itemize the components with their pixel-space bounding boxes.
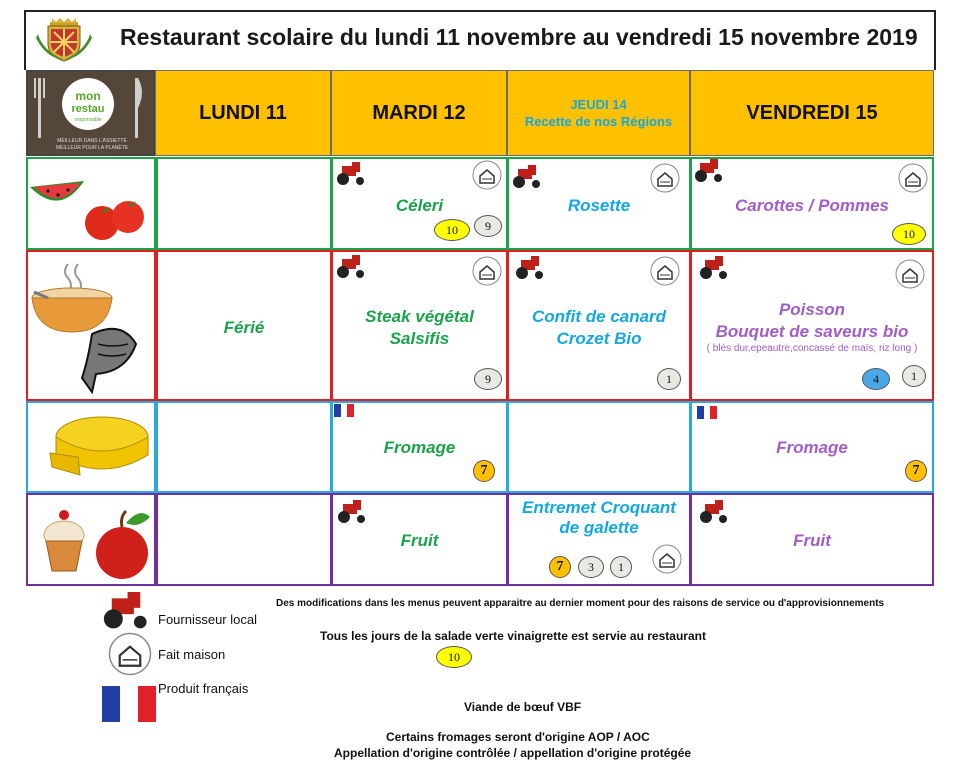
watermelon-tomato-icon	[28, 165, 154, 245]
tractor-icon	[697, 256, 731, 280]
allergen-badge: 7	[549, 556, 571, 578]
allergen-badge: 7	[905, 460, 927, 482]
dish-confit-canard: Confit de canard	[531, 307, 667, 326]
dish-carottes-pommes: Carottes / Pommes	[735, 196, 889, 215]
note-changes: Des modifications dans les menus peuvent apparaitre au dernier moment pour des raisons de service ou d'approvisionnements	[276, 598, 885, 609]
tractor-icon	[513, 256, 547, 280]
dish-fromage-mardi: Fromage	[383, 438, 456, 457]
town-crest-icon	[32, 14, 96, 64]
legend-french-flag-icon	[102, 686, 156, 722]
mon-restau-logo	[26, 70, 155, 156]
day-label-jeudi: JEUDI 14	[570, 97, 627, 112]
header-jeudi	[507, 70, 690, 156]
jeudi-subtitle: Recette de nos Régions	[524, 114, 673, 129]
fromage-vendredi	[690, 401, 934, 493]
tractor-icon	[697, 500, 731, 524]
fait-maison-icon	[898, 163, 928, 193]
tractor-icon	[335, 500, 369, 524]
allergen-badge: 4	[862, 368, 890, 390]
dish-rosette: Rosette	[567, 196, 631, 215]
legend-local-label: Fournisseur local	[158, 612, 257, 627]
note-boeuf: Viande de bœuf VBF	[464, 700, 582, 714]
row-icon-entree	[26, 157, 156, 250]
fait-maison-icon	[472, 256, 502, 286]
header-mardi	[331, 70, 507, 156]
fromage-jeudi	[507, 401, 691, 493]
header-vendredi	[690, 70, 934, 156]
fromage-lundi	[156, 401, 332, 493]
fait-maison-icon	[895, 259, 925, 289]
dish-bouquet-saveurs: Bouquet de saveurs bio	[715, 322, 909, 341]
svg-text:mon: mon	[75, 89, 101, 103]
dish-celeri: Céleri	[395, 196, 444, 215]
fait-maison-icon	[650, 256, 680, 286]
allergen-badge: 1	[610, 556, 632, 578]
allergen-badge: 1	[657, 368, 681, 390]
tractor-icon	[510, 165, 544, 189]
entree-lundi	[156, 157, 332, 250]
legend-fait-maison-icon	[108, 632, 152, 676]
dish-fruit-vendredi: Fruit	[793, 531, 831, 550]
legend-francais-label: Produit français	[158, 681, 249, 696]
allergen-badge: 10	[892, 223, 926, 245]
fait-maison-icon	[472, 160, 502, 190]
allergen-badge: 9	[474, 215, 502, 237]
tractor-icon	[692, 159, 726, 183]
note-fromages: Certains fromages seront d'origine AOP / AOC	[386, 730, 650, 744]
page-title: Restaurant scolaire du lundi 11 novembre au vendredi 15 novembre 2019	[120, 24, 918, 50]
french-flag-icon	[334, 404, 354, 417]
allergen-badge: 10	[434, 219, 470, 241]
tractor-icon	[334, 162, 368, 186]
fait-maison-icon	[650, 163, 680, 193]
dish-ferie: Férié	[223, 318, 265, 337]
dish-steak-vegetal: Steak végétal	[365, 307, 474, 326]
tractor-icon	[334, 255, 368, 279]
row-icon-plat	[26, 250, 156, 401]
row-icon-fromage	[26, 401, 156, 493]
note-appellation: Appellation d'origine contrôlée / appellation d'origine protégée	[334, 746, 692, 760]
allergen-badge: 9	[474, 368, 502, 390]
dessert-lundi	[156, 493, 332, 586]
dish-fruit-mardi: Fruit	[400, 531, 439, 550]
legend-maison-label: Fait maison	[158, 647, 226, 662]
cheese-icon	[48, 411, 152, 483]
dish-galette: de galette	[559, 518, 639, 537]
cereal-note: ( blés dur,epeautre,concassé de maïs, riz long )	[706, 343, 918, 354]
dish-crozet-bio: Crozet Bio	[556, 329, 642, 348]
day-label-mardi: MARDI 12	[372, 101, 466, 124]
allergen-badge: 1	[902, 365, 926, 387]
day-label-lundi: LUNDI 11	[199, 101, 287, 124]
dish-poisson: Poisson	[778, 300, 846, 319]
legend-tractor-icon	[98, 592, 154, 630]
cupcake-apple-icon	[38, 501, 152, 581]
header-lundi	[155, 70, 331, 156]
allergen-badge: 7	[473, 460, 495, 482]
fork-knife-icon	[28, 72, 153, 154]
salade-allergen-badge: 10	[436, 646, 472, 668]
dish-entremet: Entremet Croquant	[522, 498, 676, 517]
svg-text:responsable: responsable	[74, 117, 102, 123]
soup-fish-icon	[28, 260, 154, 394]
svg-text:MEILLEUR DANS L'ASSIETTE: MEILLEUR DANS L'ASSIETTE	[57, 138, 127, 144]
svg-text:MEILLEUR POUR LA PLANÈTE: MEILLEUR POUR LA PLANÈTE	[55, 145, 129, 151]
dish-fromage-vendredi: Fromage	[776, 438, 848, 457]
dish-salsifis: Salsifis	[389, 329, 450, 348]
note-salade: Tous les jours de la salade verte vinaigrette est servie au restaurant	[320, 629, 706, 643]
day-label-vendredi: VENDREDI 15	[746, 101, 878, 124]
allergen-badge: 3	[578, 556, 604, 578]
french-flag-icon	[697, 406, 717, 419]
row-icon-dessert	[26, 493, 156, 586]
plat-lundi	[156, 250, 332, 401]
fait-maison-icon	[652, 544, 682, 574]
svg-text:restau: restau	[71, 103, 105, 115]
